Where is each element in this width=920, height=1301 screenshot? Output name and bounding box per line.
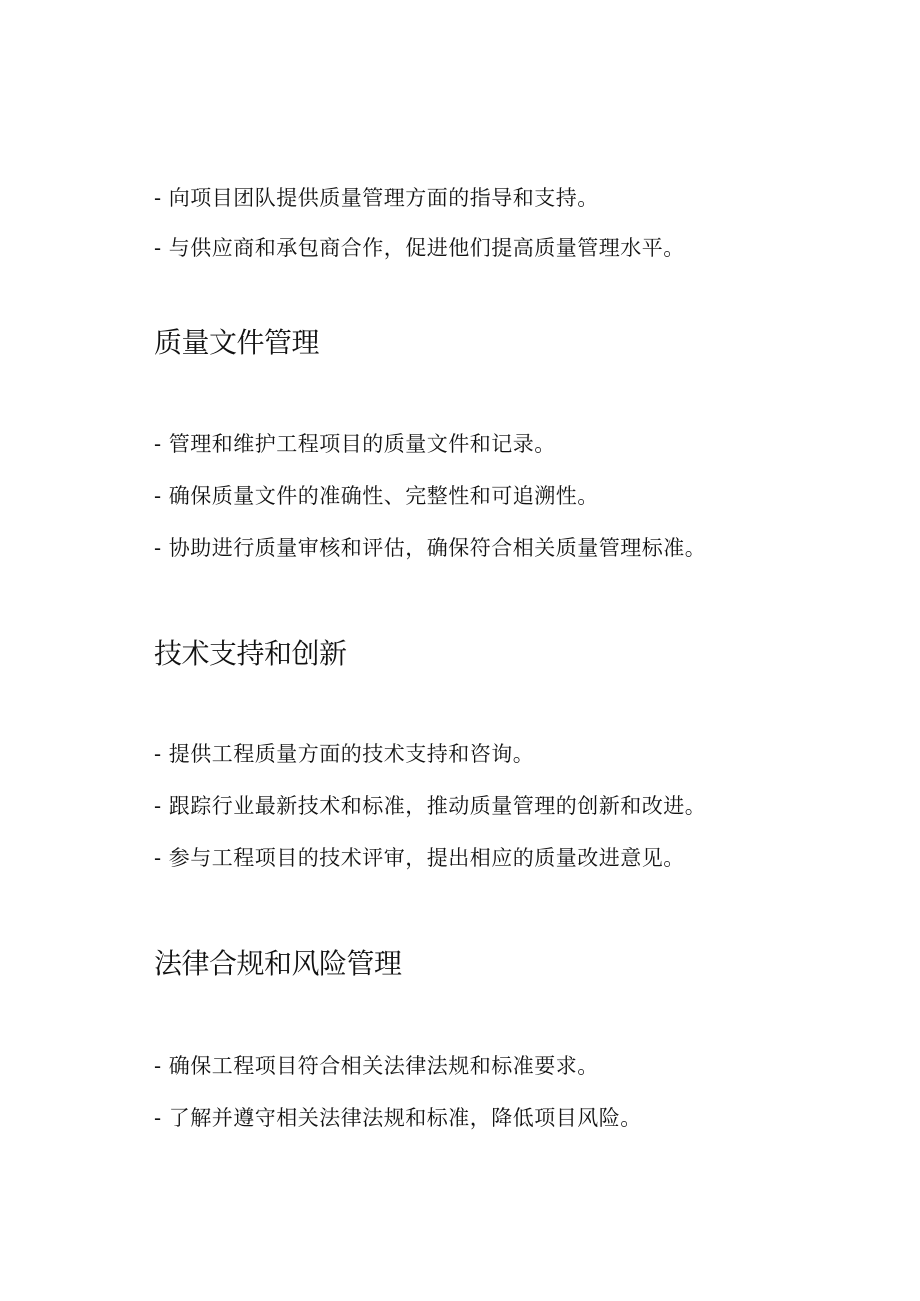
tech-support-item-1: - 提供工程质量方面的技术支持和咨询。 [154,742,535,766]
section-heading-tech-support: 技术支持和创新 [154,637,347,670]
intro-item-1: - 向项目团队提供质量管理方面的指导和支持。 [154,186,599,210]
section-heading-legal-compliance: 法律合规和风险管理 [154,947,402,980]
quality-documents-item-1: - 管理和维护工程项目的质量文件和记录。 [154,432,556,456]
quality-documents-item-3: - 协助进行质量审核和评估，确保符合相关质量管理标准。 [154,536,707,560]
quality-documents-item-2: - 确保质量文件的准确性、完整性和可追溯性。 [154,484,599,508]
section-heading-quality-documents: 质量文件管理 [154,326,320,359]
intro-item-2: - 与供应商和承包商合作，促进他们提高质量管理水平。 [154,236,685,260]
legal-compliance-item-1: - 确保工程项目符合相关法律法规和标准要求。 [154,1054,599,1078]
tech-support-item-2: - 跟踪行业最新技术和标准，推动质量管理的创新和改进。 [154,794,707,818]
legal-compliance-item-2: - 了解并遵守相关法律法规和标准，降低项目风险。 [154,1106,642,1130]
tech-support-item-3: - 参与工程项目的技术评审，提出相应的质量改进意见。 [154,846,685,870]
